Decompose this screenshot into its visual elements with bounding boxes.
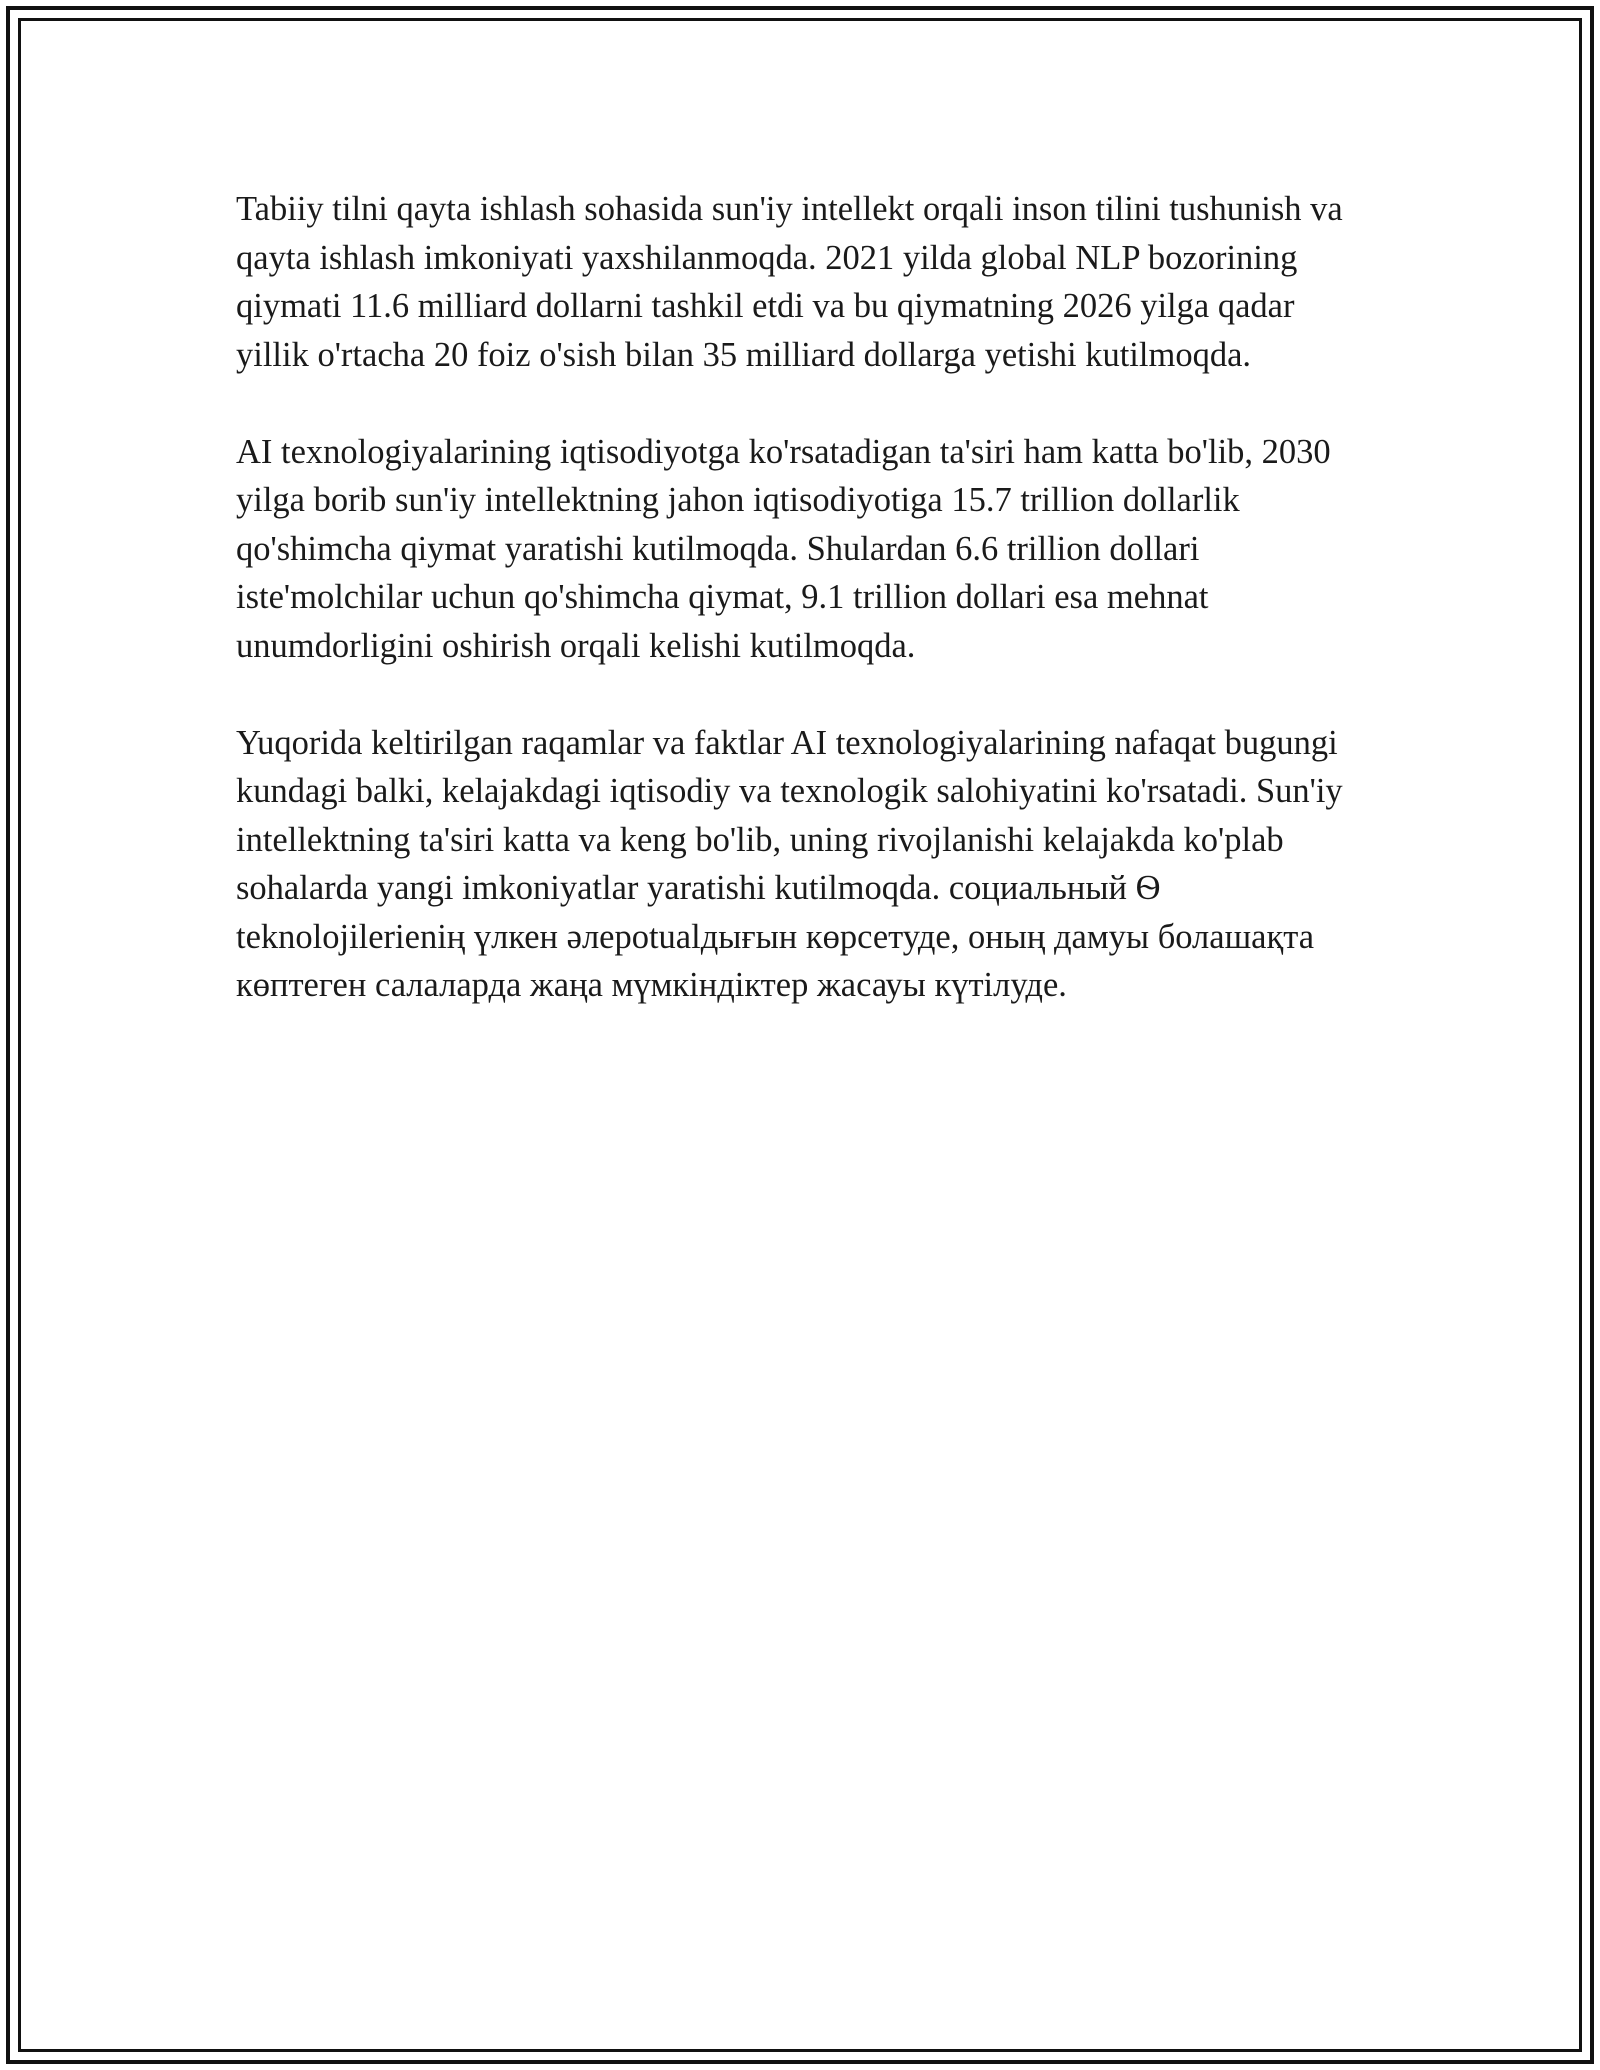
document-body (236, 185, 1366, 1010)
paragraph-nlp-market: Tabiiy tilni qayta ishlash sohasida sun'iy intellekt orqali inson tilini tushunish va qayta ishlash imkoniyati yaxshilanmoqda. 2021 yilda global NLP bozorining qiymati 11.6 milliard dollarni tashkil etdi va bu qiymatning 2026 yilga qadar yillik o'rtacha 20 foiz o'sish bilan 35 milliard dollarga yetishi kutilmoqda. (236, 190, 1343, 374)
paragraph-conclusion: Yuqorida keltirilgan raqamlar va faktlar AI texnologiyalarining nafaqat bugungi kundagi balki, kelajakdagi iqtisodiy va texnologik salohiyatini ko'rsatadi. Sun'iy intellektning ta'siri katta va keng bo'lib, uning rivojlanishi kelajakda ko'plab sohalarda yangi imkoniyatlar yaratishi kutilmoqda. социальный Ѳ teknolojilerienің үлкен әлеpotualдығын көрсетуде, оның дамуы болашақта көптеген салаларда жаңа мүмкіндіктер жасауы күтілуде. (236, 723, 1343, 1004)
paragraph-ai-economy: AI texnologiyalarining iqtisodiyotga ko'rsatadigan ta'siri ham katta bo'lib, 2030 yilga borib sun'iy intellektning jahon iqtisodiyotiga 15.7 trillion dollarlik qo'shimcha qiymat yaratishi kutilmoqda. Shulardan 6.6 trillion dollari iste'molchilar uchun qo'shimcha qiymat, 9.1 trillion dollari esa mehnat unumdorligini oshirish orqali kelishi kutilmoqda. (236, 432, 1331, 665)
